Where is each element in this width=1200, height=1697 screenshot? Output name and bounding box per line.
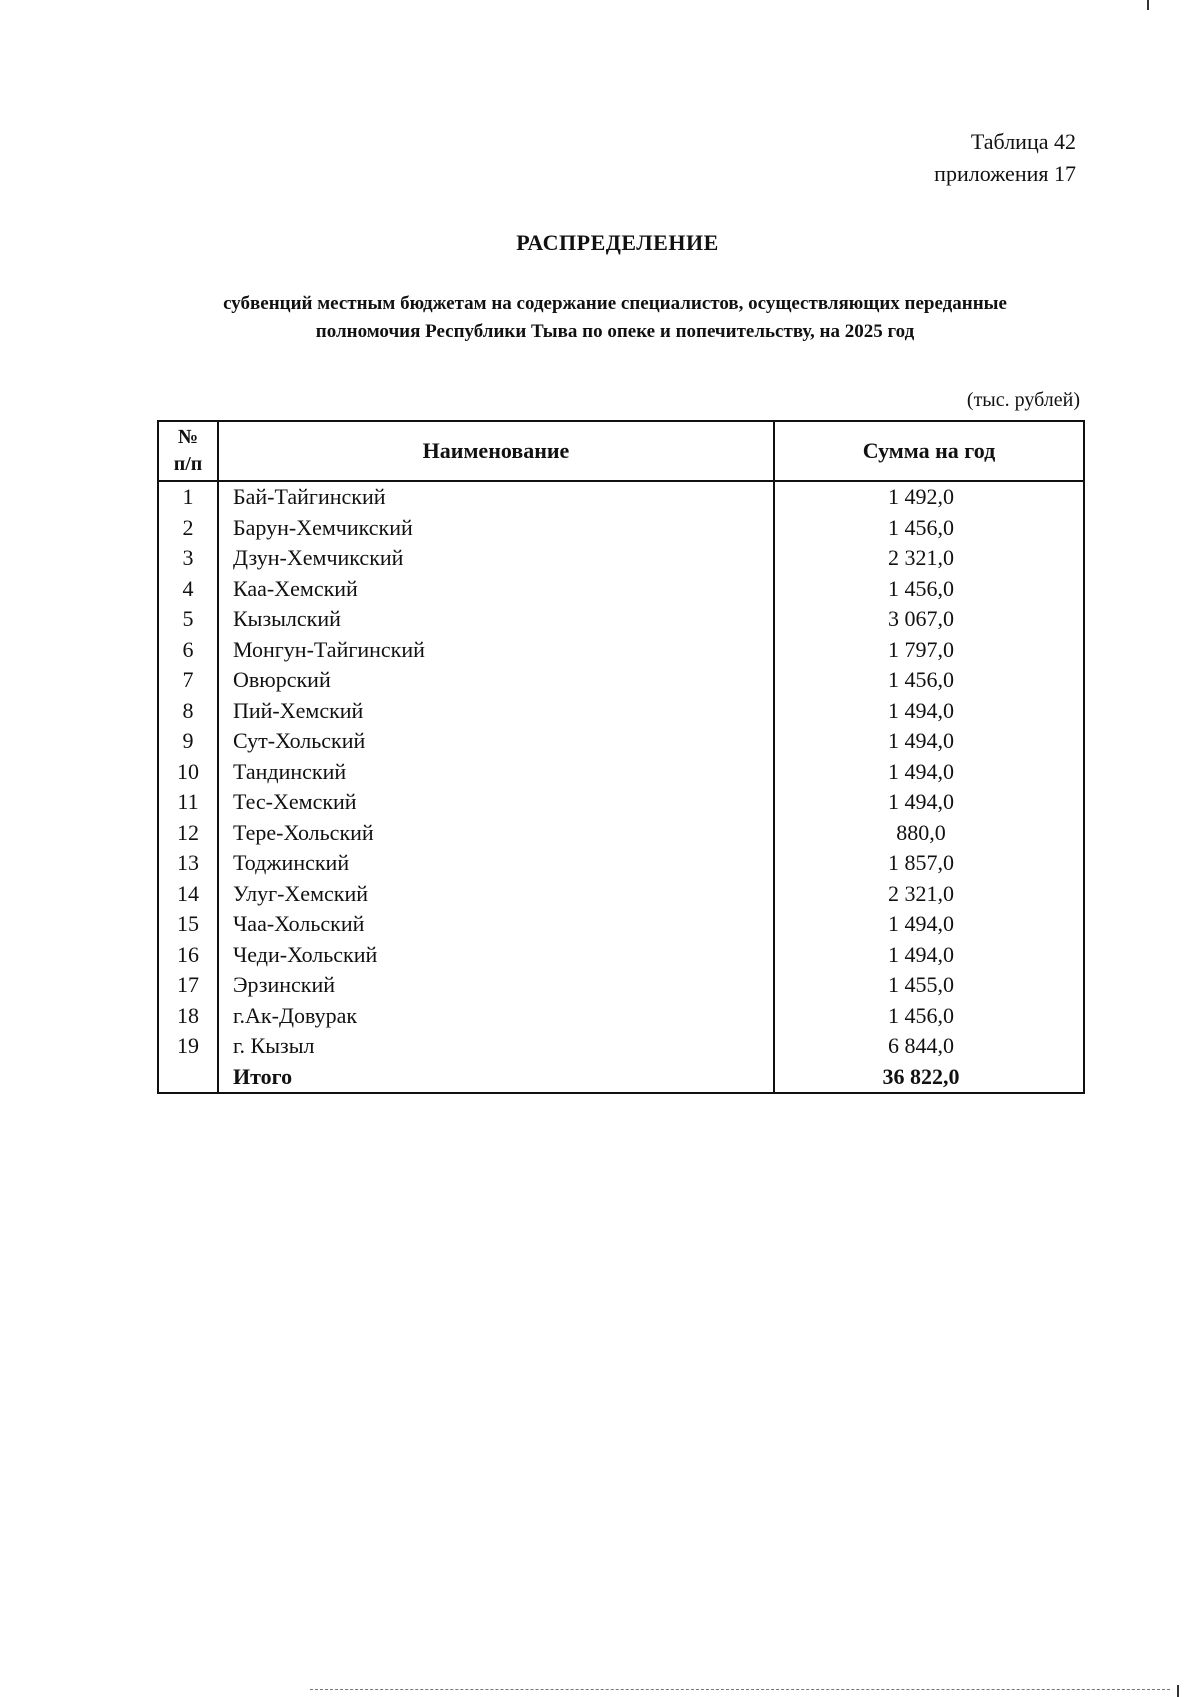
row-name: Пий-Хемский [218, 696, 774, 727]
table-row [158, 604, 1084, 635]
row-name: Барун-Хемчикский [218, 513, 774, 544]
row-number: 14 [158, 879, 218, 910]
table-row [158, 574, 1084, 605]
row-sum: 1 456,0 [774, 513, 1084, 544]
table-row [158, 726, 1084, 757]
row-name: Бай-Тайгинский [218, 481, 774, 513]
row-sum: 1 797,0 [774, 635, 1084, 666]
row-number: 8 [158, 696, 218, 727]
row-name: Кызылский [218, 604, 774, 635]
row-number: 9 [158, 726, 218, 757]
row-number: 7 [158, 665, 218, 696]
table-row [158, 1031, 1084, 1062]
table-row [158, 665, 1084, 696]
row-name: Дзун-Хемчикский [218, 543, 774, 574]
scan-edge-mark [1147, 0, 1149, 10]
table-row [158, 543, 1084, 574]
row-name: Тандинский [218, 757, 774, 788]
total-label: Итого [218, 1062, 774, 1094]
table-row [158, 940, 1084, 971]
row-sum: 3 067,0 [774, 604, 1084, 635]
table-row [158, 635, 1084, 666]
table-row [158, 481, 1084, 513]
row-sum: 1 857,0 [774, 848, 1084, 879]
header-number [158, 421, 218, 481]
table-row [158, 696, 1084, 727]
header-number-line-1: № [177, 426, 199, 448]
document-title: РАСПРЕДЕЛЕНИЕ [516, 230, 719, 255]
table-row [158, 757, 1084, 788]
table-row [158, 787, 1084, 818]
scan-footer-dashes [310, 1689, 1170, 1691]
row-sum: 1 494,0 [774, 940, 1084, 971]
row-sum: 1 456,0 [774, 665, 1084, 696]
row-sum: 6 844,0 [774, 1031, 1084, 1062]
row-sum: 1 494,0 [774, 787, 1084, 818]
table-label: Таблица 42 [970, 129, 1076, 154]
row-number: 18 [158, 1001, 218, 1032]
row-name: Тоджинский [218, 848, 774, 879]
table-row [158, 879, 1084, 910]
row-sum: 880,0 [774, 818, 1084, 849]
total-number-cell [158, 1062, 218, 1094]
row-name: Тес-Хемский [218, 787, 774, 818]
scan-edge-mark [1177, 1685, 1179, 1697]
subtitle-line-2: полномочия Республики Тыва по опеке и попечительству, на 2025 год [315, 321, 915, 342]
row-number: 5 [158, 604, 218, 635]
table-row [158, 1001, 1084, 1032]
row-sum: 2 321,0 [774, 879, 1084, 910]
row-number: 6 [158, 635, 218, 666]
header-name: Наименование [218, 421, 774, 481]
appendix-label: приложения 17 [934, 161, 1076, 186]
row-name: г. Кызыл [218, 1031, 774, 1062]
header-number-line-2: п/п [173, 453, 203, 475]
row-sum: 1 494,0 [774, 696, 1084, 727]
table-row [158, 970, 1084, 1001]
total-row [158, 1062, 1084, 1094]
table-row [158, 513, 1084, 544]
table-row [158, 909, 1084, 940]
row-sum: 1 492,0 [774, 481, 1084, 513]
row-number: 12 [158, 818, 218, 849]
row-sum: 1 494,0 [774, 726, 1084, 757]
row-number: 15 [158, 909, 218, 940]
row-name: Овюрский [218, 665, 774, 696]
table-reference [934, 126, 1076, 190]
row-sum: 1 456,0 [774, 1001, 1084, 1032]
row-name: Эрзинский [218, 970, 774, 1001]
row-number: 3 [158, 543, 218, 574]
row-number: 11 [158, 787, 218, 818]
row-name: Монгун-Тайгинский [218, 635, 774, 666]
row-sum: 1 494,0 [774, 909, 1084, 940]
row-number: 19 [158, 1031, 218, 1062]
row-name: Тере-Хольский [218, 818, 774, 849]
table-row [158, 848, 1084, 879]
subtitle-line-1: субвенций местным бюджетам на содержание специалистов, осуществляющих переданные [223, 293, 1007, 314]
row-number: 13 [158, 848, 218, 879]
row-number: 10 [158, 757, 218, 788]
row-name: Сут-Хольский [218, 726, 774, 757]
row-sum: 2 321,0 [774, 543, 1084, 574]
row-name: г.Ак-Довурак [218, 1001, 774, 1032]
total-sum: 36 822,0 [774, 1062, 1084, 1094]
unit-note: (тыс. рублей) [966, 389, 1080, 411]
table-header-row [158, 421, 1084, 481]
table-body [158, 481, 1084, 1093]
row-name: Улуг-Хемский [218, 879, 774, 910]
row-number: 2 [158, 513, 218, 544]
row-number: 16 [158, 940, 218, 971]
distribution-table [157, 420, 1085, 1094]
row-number: 17 [158, 970, 218, 1001]
document-subtitle [150, 290, 1080, 346]
row-name: Чеди-Хольский [218, 940, 774, 971]
row-sum: 1 456,0 [774, 574, 1084, 605]
header-sum: Сумма на год [774, 421, 1084, 481]
row-number: 4 [158, 574, 218, 605]
row-name: Каа-Хемский [218, 574, 774, 605]
table-row [158, 818, 1084, 849]
row-sum: 1 455,0 [774, 970, 1084, 1001]
row-number: 1 [158, 481, 218, 513]
row-name: Чаа-Хольский [218, 909, 774, 940]
row-sum: 1 494,0 [774, 757, 1084, 788]
